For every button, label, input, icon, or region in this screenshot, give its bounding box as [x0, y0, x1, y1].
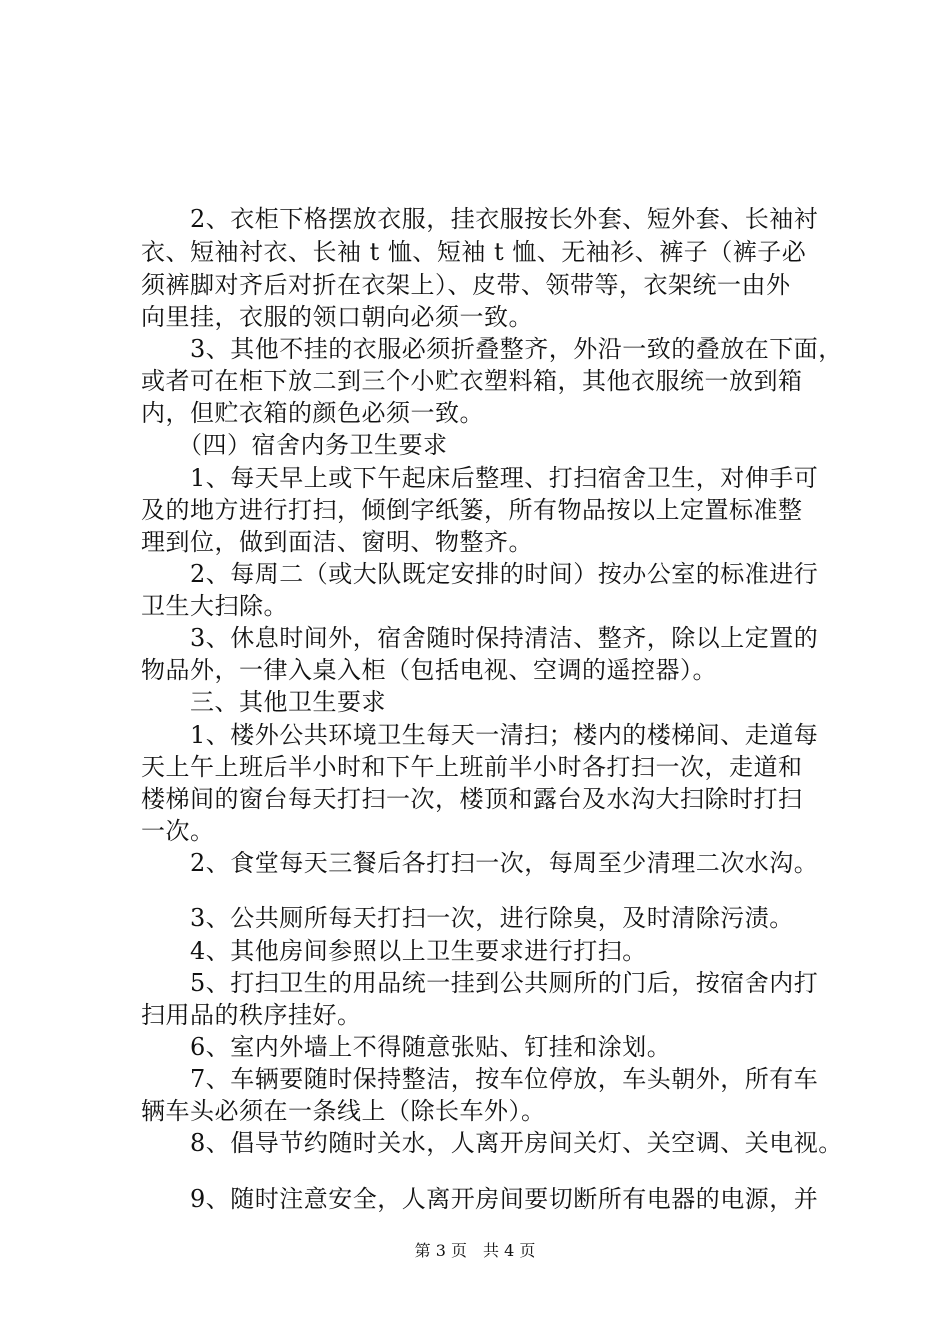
text-line: 7、车辆要随时保持整洁，按车位停放，车头朝外，所有车 — [141, 1065, 819, 1093]
text-line: 2、每周二（或大队既定安排的时间）按办公室的标准进行 — [141, 560, 819, 588]
text-line: 2、食堂每天三餐后各打扫一次，每周至少清理二次水沟。 — [141, 849, 819, 877]
text-line: 及的地方进行打扫，倾倒字纸篓，所有物品按以上定置标准整 — [141, 496, 803, 524]
text-line: 3、其他不挂的衣服必须折叠整齐，外沿一致的叠放在下面， — [141, 335, 843, 363]
text-line: 3、公共厕所每天打扫一次，进行除臭，及时清除污渍。 — [141, 904, 794, 932]
page-number-footer: 第 3 页 共 4 页 — [414, 1241, 536, 1260]
text-line: 6、室内外墙上不得随意张贴、钉挂和涂划。 — [141, 1033, 672, 1061]
text-line: 衣、短袖衬衣、长袖 t 恤、短袖 t 恤、无袖衫、裤子（裤子必 — [141, 238, 807, 266]
text-line: 2、衣柜下格摆放衣服，挂衣服按长外套、短外套、长袖衬 — [141, 205, 819, 233]
text-line: 向里挂，衣服的领口朝向必须一致。 — [141, 303, 533, 331]
section-heading: 三、其他卫生要求 — [141, 688, 386, 716]
text-line: 楼梯间的窗台每天打扫一次，楼顶和露台及水沟大扫除时打扫 — [141, 785, 803, 813]
text-line: 内，但贮衣箱的颜色必须一致。 — [141, 399, 484, 427]
text-line: 扫用品的秩序挂好。 — [141, 1001, 362, 1029]
text-line: 3、休息时间外，宿舍随时保持清洁、整齐，除以上定置的 — [141, 624, 819, 652]
text-line: 辆车头必须在一条线上（除长车外）。 — [141, 1097, 546, 1125]
text-line: 物品外，一律入桌入柜（包括电视、空调的遥控器）。 — [141, 656, 717, 684]
text-line: 9、随时注意安全，人离开房间要切断所有电器的电源，并 — [141, 1185, 819, 1213]
text-line: 8、倡导节约随时关水，人离开房间关灯、关空调、关电视。 — [141, 1129, 843, 1157]
text-line: 须裤脚对齐后对折在衣架上）、皮带、领带等，衣架统一由外 — [141, 271, 791, 299]
text-line: 4、其他房间参照以上卫生要求进行打扫。 — [141, 937, 647, 965]
text-line: 或者可在柜下放二到三个小贮衣塑料箱，其他衣服统一放到箱 — [141, 367, 803, 395]
text-line: 1、楼外公共环境卫生每天一清扫；楼内的楼梯间、走道每 — [141, 721, 819, 749]
text-line: 卫生大扫除。 — [141, 592, 288, 620]
text-line: 5、打扫卫生的用品统一挂到公共厕所的门后，按宿舍内打 — [141, 969, 819, 997]
text-line: 天上午上班后半小时和下午上班前半小时各打扫一次，走道和 — [141, 753, 803, 781]
text-line: 理到位，做到面洁、窗明、物整齐。 — [141, 528, 533, 556]
text-line: 1、每天早上或下午起床后整理、打扫宿舍卫生，对伸手可 — [141, 464, 819, 492]
section-heading: （四）宿舍内务卫生要求 — [141, 431, 448, 459]
text-line: 一次。 — [141, 817, 215, 845]
